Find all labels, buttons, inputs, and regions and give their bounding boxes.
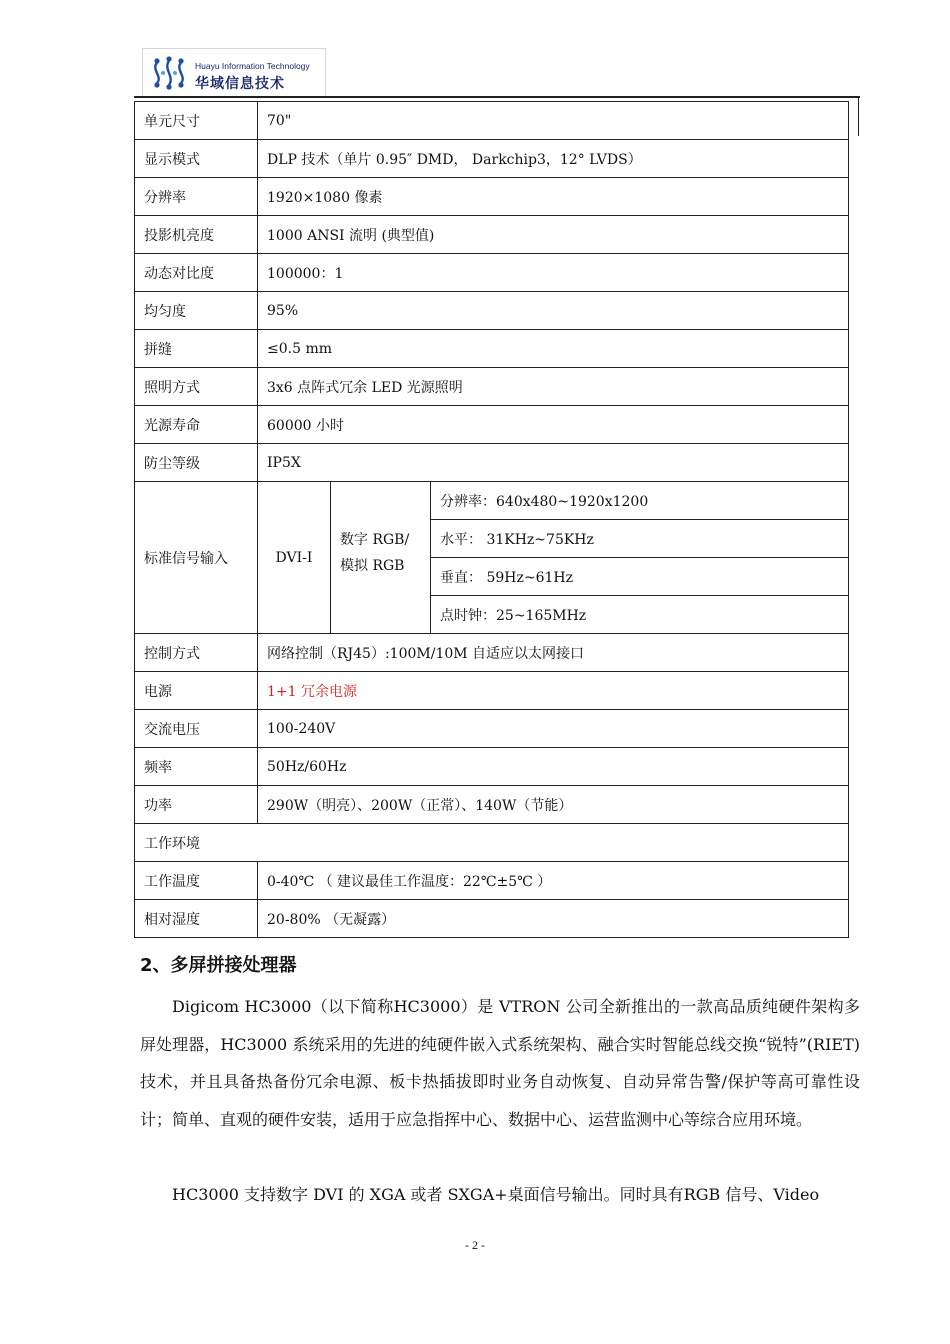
row-label: 显示模式 xyxy=(135,140,258,178)
row-value: 100000：1 xyxy=(258,254,849,292)
paragraph-text: Digicom HC3000（以下简称HC3000）是 VTRON 公司全新推出的一款高品质纯硬件架构多屏处理器，HC3000 系统采用的先进的纯硬件嵌入式系统架构、融合实时智能总线交换“锐特”(RIET)技术，并且具备热备份冗余电源、板卡热插拔即时业务自动恢复、自动异常告警/保护等高可靠性设计；简单、直观的硬件安装，适用于应急指挥中心、数据中心、运营监测中心等综合应用环境。 xyxy=(140,997,860,1129)
row-label: 均匀度 xyxy=(135,292,258,330)
signal-spec: 点时钟：25~165MHz xyxy=(431,596,849,634)
row-value-highlight: 1+1 冗余电源 xyxy=(258,672,849,710)
signal-type-line2: 模拟 RGB xyxy=(340,557,405,574)
row-value: 20-80% （无凝露） xyxy=(258,900,849,938)
row-label: 投影机亮度 xyxy=(135,216,258,254)
table-row xyxy=(135,216,849,254)
logo-chinese-text: 华域信息技术 xyxy=(195,76,285,92)
body-paragraph-2 xyxy=(140,1176,860,1214)
table-row xyxy=(135,140,849,178)
table-row xyxy=(135,254,849,292)
table-row xyxy=(135,102,849,140)
table-row xyxy=(135,330,849,368)
signal-type xyxy=(331,482,431,634)
row-label: 控制方式 xyxy=(135,634,258,672)
row-label: 相对湿度 xyxy=(135,900,258,938)
signal-spec: 分辨率：640x480~1920x1200 xyxy=(431,482,849,520)
signal-interface: DVI-I xyxy=(258,482,331,634)
body-paragraph-1 xyxy=(140,988,860,1138)
row-value: 3x6 点阵式冗余 LED 光源照明 xyxy=(258,368,849,406)
row-label: 分辨率 xyxy=(135,178,258,216)
row-value: ≤0.5 mm xyxy=(258,330,849,368)
table-row xyxy=(135,482,849,520)
table-row xyxy=(135,786,849,824)
signal-label: 标准信号输入 xyxy=(135,482,258,634)
page-number: - 2 - xyxy=(465,1238,485,1252)
header-logo-box xyxy=(142,48,326,98)
row-value: 50Hz/60Hz xyxy=(258,748,849,786)
logo-english-text: Huayu Information Technology xyxy=(195,61,310,71)
section-title: 2、多屏拼接处理器 xyxy=(140,955,297,976)
row-value: IP5X xyxy=(258,444,849,482)
table-row xyxy=(135,748,849,786)
row-label: 功率 xyxy=(135,786,258,824)
company-logo-icon xyxy=(149,55,189,91)
table-row xyxy=(135,672,849,710)
table-row xyxy=(135,710,849,748)
table-row xyxy=(135,824,849,862)
signal-type-line1: 数字 RGB/ xyxy=(340,531,410,548)
row-value: 70" xyxy=(258,102,849,140)
paragraph-text: HC3000 支持数字 DVI 的 XGA 或者 SXGA+桌面信号输出。同时具有RGB 信号、Video xyxy=(172,1185,820,1204)
signal-spec: 垂直： 59Hz~61Hz xyxy=(431,558,849,596)
row-label: 光源寿命 xyxy=(135,406,258,444)
header-rule xyxy=(134,96,860,98)
row-label: 拼缝 xyxy=(135,330,258,368)
signal-spec: 水平： 31KHz~75KHz xyxy=(431,520,849,558)
row-value: 1000 ANSI 流明 (典型值) xyxy=(258,216,849,254)
row-value: DLP 技术（单片 0.95″ DMD， Darkchip3，12° LVDS） xyxy=(258,140,849,178)
row-value: 60000 小时 xyxy=(258,406,849,444)
row-label: 单元尺寸 xyxy=(135,102,258,140)
row-value: 95% xyxy=(258,292,849,330)
table-row xyxy=(135,178,849,216)
table-row xyxy=(135,368,849,406)
row-label: 动态对比度 xyxy=(135,254,258,292)
row-label: 电源 xyxy=(135,672,258,710)
row-value: 0-40℃ （ 建议最佳工作温度：22℃±5℃ ） xyxy=(258,862,849,900)
header-rule-end xyxy=(858,96,859,136)
row-label: 防尘等级 xyxy=(135,444,258,482)
env-header: 工作环境 xyxy=(135,824,849,862)
table-row xyxy=(135,444,849,482)
table-row xyxy=(135,406,849,444)
row-label: 工作温度 xyxy=(135,862,258,900)
row-label: 交流电压 xyxy=(135,710,258,748)
table-row xyxy=(135,900,849,938)
table-row xyxy=(135,634,849,672)
spec-table xyxy=(134,101,849,938)
table-row xyxy=(135,862,849,900)
row-label: 照明方式 xyxy=(135,368,258,406)
row-value: 网络控制（RJ45）:100M/10M 自适应以太网接口 xyxy=(258,634,849,672)
row-value: 100-240V xyxy=(258,710,849,748)
row-value: 1920×1080 像素 xyxy=(258,178,849,216)
row-value: 290W（明亮）、200W（正常）、140W（节能） xyxy=(258,786,849,824)
table-row xyxy=(135,292,849,330)
row-label: 频率 xyxy=(135,748,258,786)
